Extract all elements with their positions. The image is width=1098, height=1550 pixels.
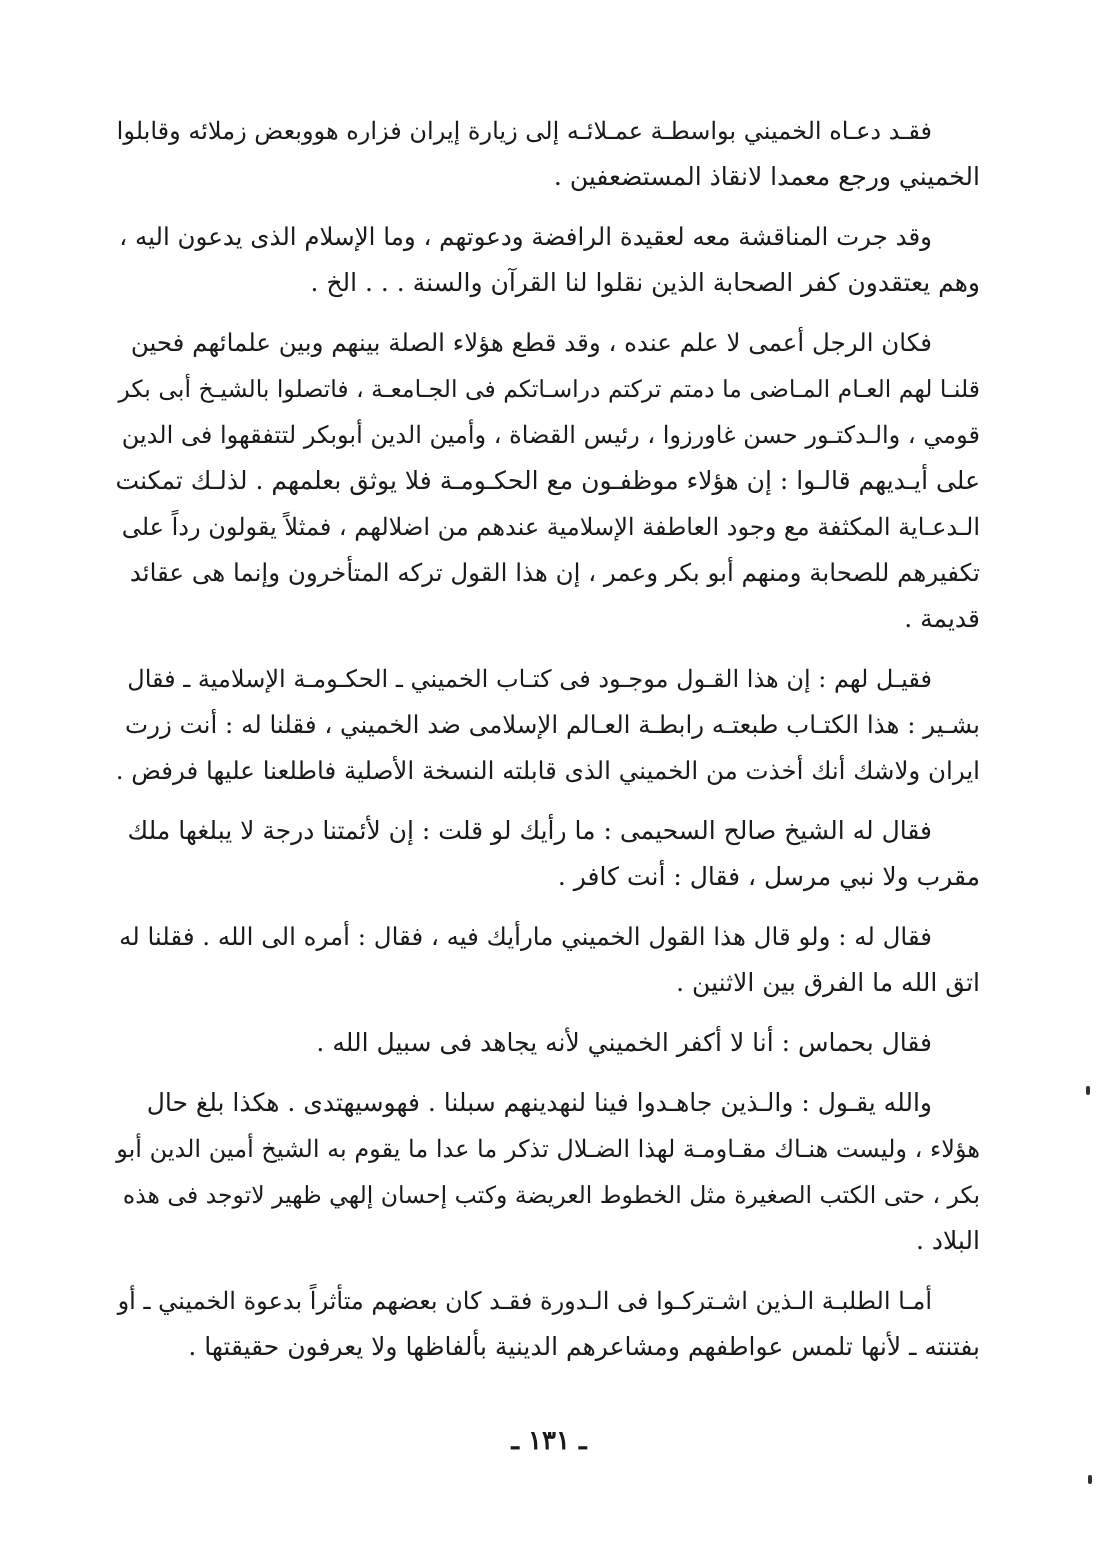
text-line: قومي ، والـدكتـور حسن غاورزوا ، رئيس القضاة ، وأمين الدين أبوبكر لتتفقهوا فى الدين xyxy=(121,421,980,449)
paragraph xyxy=(115,320,980,642)
text-line: الخميني ورجع معمدا لانقاذ المستضعفين . xyxy=(553,162,980,191)
text-line: فكان الرجل أعمى لا علم عنده ، وقد قطع هؤلاء الصلة بينهم وبين علمائهم فحين xyxy=(130,328,932,357)
text-line: قديمة . xyxy=(904,604,980,633)
text-line: على أيـديهم قالـوا : إن هؤلاء موظفـون مع الحكـومـة فلا يوثق بعلمهم . لذلـك تمكنت xyxy=(115,466,980,495)
paragraph xyxy=(115,1080,980,1264)
text-line: والله يقـول : والـذين جاهـدوا فينا لنهدينهم سبلنا . فهوسيهتدى . هكذا بلغ حال xyxy=(146,1088,932,1117)
paragraph xyxy=(115,914,980,1006)
text-line: فقال له الشيخ صالح السحيمى : ما رأيك لو قلت : إن لأئمتنا درجة لا يبلغها ملك xyxy=(127,816,932,845)
text-line: ايران ولاشك أنك أخذت من الخميني الذى قابلته النسخة الأصلية فاطلعنا عليها فرفض . xyxy=(115,756,980,785)
paragraph xyxy=(115,1278,980,1370)
text-line: بكر ، حتى الكتب الصغيرة مثل الخطوط العريضة وكتب إحسان إلهي ظهير لاتوجد فى هذه xyxy=(122,1181,980,1209)
text-line: مقرب ولا نبي مرسل ، فقال : أنت كافر . xyxy=(557,862,980,891)
text-line: فقال بحماس : أنا لا أكفر الخميني لأنه يجاهد فى سبيل الله . xyxy=(316,1028,932,1057)
paragraph xyxy=(115,108,980,200)
text-line: اتق الله ما الفرق بين الاثنين . xyxy=(676,968,980,997)
paragraph xyxy=(115,1020,980,1066)
text-line: بشـير : هذا الكتـاب طبعتـه رابطـة العـالم الإسلامى ضد الخميني ، فقلنا له : أنت زرت xyxy=(125,710,980,739)
paragraph xyxy=(115,808,980,900)
text-line: الـدعـاية المكثفة مع وجود العاطفة الإسلامية عندهم من اضلالهم ، فمثلاً يقولون رداً على xyxy=(121,513,980,541)
text-line: البلاد . xyxy=(915,1226,980,1255)
scan-speck xyxy=(1086,1086,1090,1095)
text-line: وقد جرت المناقشة معه لعقيدة الرافضة ودعوتهم ، وما الإسلام الذى يدعون اليه ، xyxy=(119,222,932,251)
text-line: بفتنته ـ لأنها تلمس عواطفهم ومشاعرهم الدينية بألفاظها ولا يعرفون حقيقتها . xyxy=(188,1332,980,1361)
text-line: فقال له : ولو قال هذا القول الخميني مارأيك فيه ، فقال : أمره الى الله . فقلنا له xyxy=(119,922,932,951)
text-line: فقـد دعـاه الخميني بواسطـة عمـلائـه إلى زيارة إيران فزاره هووبعض زملائه وقابلوا xyxy=(116,117,932,145)
text-line: قلنـا لهم العـام المـاضى ما دمتم تركتم دراسـاتكم فى الجـامعـة ، فاتصلوا بالشيـخ أبى بكر xyxy=(118,375,980,403)
paragraph xyxy=(115,656,980,794)
scan-speck xyxy=(1088,1475,1092,1484)
text-line: تكفيرهم للصحابة ومنهم أبو بكر وعمر ، إن هذا القول تركه المتأخرون وإنما هى عقائد xyxy=(129,558,980,587)
text-line: فقيـل لهم : إن هذا القـول موجـود فى كتـاب الخميني ـ الحكـومـة الإسلامية ـ فقال xyxy=(127,665,932,693)
text-line: هؤلاء ، وليست هنـاك مقـاومـة لهذا الضـلال تذكر ما عدا ما يقوم به الشيخ أمين الدين أبو xyxy=(116,1135,980,1163)
paragraph xyxy=(115,214,980,306)
body-text xyxy=(115,108,980,1384)
text-line: أمـا الطلبـة الـذين اشـتركـوا فى الـدورة فقـد كان بعضهم متأثراً بدعوة الخميني ـ أو xyxy=(117,1287,932,1315)
text-line: وهم يعتقدون كفر الصحابة الذين نقلوا لنا القرآن والسنة . . . الخ . xyxy=(310,268,980,297)
page-number: ـ ١٣١ ـ xyxy=(511,1426,587,1456)
